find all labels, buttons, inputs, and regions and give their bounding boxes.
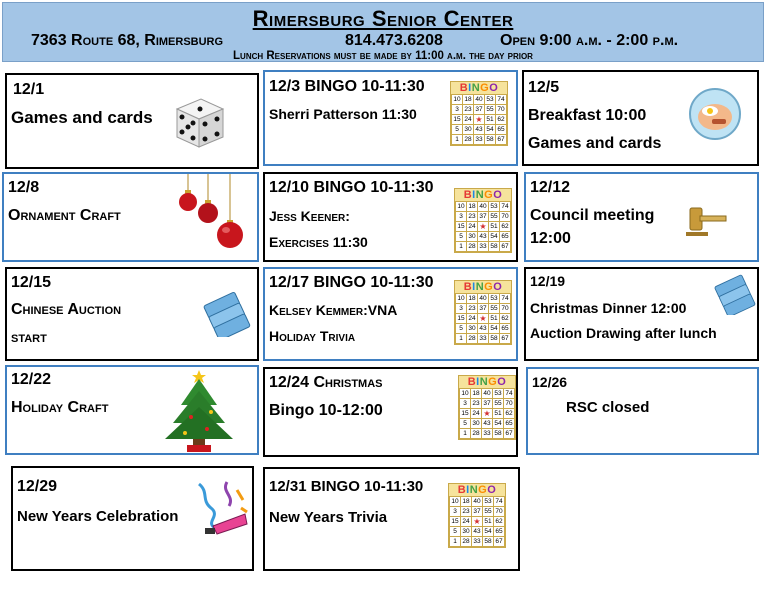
party-horn-icon — [191, 478, 249, 540]
bingo-letter: I — [466, 484, 470, 496]
bingo-number: 5 — [456, 232, 467, 242]
day-cell-12-5 — [522, 70, 759, 166]
bingo-number: 10 — [457, 295, 465, 302]
bingo-number: 3 — [456, 212, 467, 222]
bingo-letter: N — [475, 189, 485, 201]
bingo-number: 18 — [472, 390, 480, 397]
bingo-grid — [451, 94, 507, 145]
bingo-number: 58 — [484, 538, 492, 545]
bingo-card-icon — [450, 81, 508, 146]
bingo-card-icon — [458, 375, 516, 440]
day-event: Christmas Dinner 12:00 — [530, 300, 687, 316]
bingo-number: 37 — [483, 400, 491, 407]
bingo-number: 65 — [501, 325, 509, 332]
day-cell-12-19 — [524, 267, 759, 361]
bingo-letter: G — [480, 82, 490, 94]
tickets-icon — [714, 273, 756, 315]
bingo-number: 54 — [484, 528, 492, 535]
lunch-note: Lunch Reservations must be made by 11:00 a.m. the day prior — [233, 50, 533, 62]
bingo-number: 23 — [468, 213, 476, 220]
bingo-number: 23 — [472, 400, 480, 407]
bingo-grid — [455, 293, 511, 344]
day-cell-12-12 — [524, 172, 759, 262]
day-event-2: Games and cards — [528, 135, 662, 152]
center-title: Rimersburg Senior Center — [252, 6, 514, 31]
bingo-number: ★ — [479, 314, 487, 323]
bingo-number: 62 — [495, 518, 503, 525]
bingo-number: 55 — [484, 508, 492, 515]
bingo-number: 43 — [479, 325, 487, 332]
bingo-number: 28 — [468, 335, 476, 342]
day-event: Sherri Patterson 11:30 — [269, 106, 417, 122]
bingo-number: 43 — [483, 420, 491, 427]
bingo-number: 10 — [457, 203, 465, 210]
day-event: Bingo 10-12:00 — [269, 402, 383, 419]
bingo-number: 58 — [490, 335, 498, 342]
bingo-number: 15 — [461, 410, 469, 417]
bingo-number: 3 — [460, 399, 471, 409]
bingo-number: 10 — [451, 498, 459, 505]
bingo-number: 10 — [461, 390, 469, 397]
bingo-number: 28 — [462, 538, 470, 545]
bingo-number: 1 — [460, 429, 471, 439]
bingo-letter: N — [475, 281, 485, 293]
bingo-word — [455, 281, 511, 293]
bingo-number: 67 — [505, 430, 513, 437]
bingo-letter: I — [472, 189, 476, 201]
bingo-number: 65 — [497, 126, 505, 133]
bingo-number: 5 — [450, 527, 461, 537]
bingo-number: 65 — [505, 420, 513, 427]
tickets-icon — [203, 291, 251, 337]
day-date: 12/29 — [17, 478, 58, 495]
phone: 814.473.6208 — [345, 32, 443, 49]
bingo-number: 3 — [456, 304, 467, 314]
day-cell-12-26 — [526, 367, 759, 455]
header-banner — [2, 2, 764, 62]
bingo-number: 33 — [483, 430, 491, 437]
bingo-letter: N — [471, 82, 481, 94]
bingo-number: 5 — [452, 125, 463, 135]
bingo-number: 43 — [473, 528, 481, 535]
bingo-number: 5 — [456, 324, 467, 334]
bingo-number: 51 — [490, 223, 498, 230]
day-event: New Years Trivia — [269, 509, 388, 526]
bingo-number: 33 — [479, 243, 487, 250]
bingo-number: ★ — [479, 222, 487, 231]
bingo-number: 51 — [490, 315, 498, 322]
day-event: Kelsey Kemmer:VNA — [269, 302, 398, 318]
bingo-number: 1 — [456, 334, 467, 344]
bingo-number: 30 — [468, 233, 476, 240]
day-event: New Years Celebration — [17, 508, 179, 525]
contact-line — [3, 32, 763, 50]
day-event: Chinese Auction — [11, 301, 122, 318]
bingo-number: ★ — [473, 517, 481, 526]
bingo-number: 1 — [456, 242, 467, 252]
day-event: Ornament Craft — [8, 207, 121, 224]
bingo-number: 67 — [501, 243, 509, 250]
bingo-number: 70 — [497, 106, 505, 113]
ornaments-icon — [172, 174, 252, 254]
bingo-number: 62 — [501, 223, 509, 230]
bingo-number: 23 — [462, 508, 470, 515]
bingo-number: 43 — [479, 233, 487, 240]
bingo-number: 54 — [490, 325, 498, 332]
bingo-number: 70 — [505, 400, 513, 407]
bingo-number: 30 — [468, 325, 476, 332]
bingo-grid — [455, 201, 511, 252]
bingo-number: 62 — [501, 315, 509, 322]
bingo-letter: O — [489, 82, 499, 94]
bingo-number: 53 — [486, 96, 494, 103]
bingo-number: 55 — [490, 213, 498, 220]
bingo-number: 74 — [497, 96, 505, 103]
bingo-letter: G — [488, 376, 498, 388]
day-title: 12/31 BINGO 10-11:30 — [269, 478, 424, 495]
bingo-letter: N — [469, 484, 479, 496]
day-cell-12-17 — [263, 267, 518, 361]
bingo-card-icon — [454, 188, 512, 253]
bingo-letter: I — [468, 82, 472, 94]
bingo-number: 54 — [486, 126, 494, 133]
bingo-number: 15 — [453, 116, 461, 123]
day-date: 12/8 — [8, 179, 40, 196]
bingo-number: 18 — [464, 96, 472, 103]
bingo-number: 10 — [453, 96, 461, 103]
bingo-letter: I — [476, 376, 480, 388]
bingo-number: 70 — [501, 213, 509, 220]
bingo-word — [451, 82, 507, 94]
day-event: Jess Keener: — [269, 208, 350, 224]
bingo-number: 65 — [501, 233, 509, 240]
bingo-letter: I — [472, 281, 476, 293]
bingo-number: 74 — [505, 390, 513, 397]
dice-icon — [171, 93, 229, 151]
bingo-word — [459, 376, 515, 388]
bingo-number: 74 — [501, 295, 509, 302]
bingo-number: 15 — [451, 518, 459, 525]
bingo-number: 30 — [464, 126, 472, 133]
day-event-2: Exercises 11:30 — [269, 234, 368, 250]
bingo-letter: G — [484, 281, 494, 293]
bingo-number: 54 — [494, 420, 502, 427]
bingo-number: 24 — [472, 410, 480, 417]
bingo-number: 1 — [450, 537, 461, 547]
day-event: Breakfast 10:00 — [528, 107, 647, 124]
bingo-number: 3 — [450, 507, 461, 517]
bingo-number: 40 — [475, 96, 483, 103]
day-cell-12-10 — [263, 172, 518, 262]
day-cell-12-24 — [263, 367, 518, 457]
bingo-number: 24 — [464, 116, 472, 123]
day-date: 12/1 — [13, 81, 45, 98]
bingo-letter: G — [484, 189, 494, 201]
bingo-number: 62 — [497, 116, 505, 123]
day-event-2: start — [11, 329, 47, 346]
bingo-number: 40 — [479, 203, 487, 210]
hours: Open 9:00 a.m. - 2:00 p.m. — [500, 32, 679, 49]
bingo-card-icon — [454, 280, 512, 345]
bingo-number: 51 — [484, 518, 492, 525]
day-cell-12-8 — [2, 172, 259, 262]
day-title: 12/24 Christmas — [269, 374, 383, 391]
bingo-letter: O — [487, 484, 497, 496]
bingo-number: 1 — [452, 135, 463, 145]
day-date: 12/5 — [528, 79, 560, 96]
bingo-number: 54 — [490, 233, 498, 240]
bingo-letter: N — [479, 376, 489, 388]
bingo-number: 43 — [475, 126, 483, 133]
bingo-number: 37 — [475, 106, 483, 113]
bingo-number: 53 — [494, 390, 502, 397]
bingo-word — [455, 189, 511, 201]
bingo-number: 58 — [486, 136, 494, 143]
day-event-2: Holiday Trivia — [269, 328, 356, 344]
day-event-2: 12:00 — [530, 230, 571, 247]
bingo-number: 15 — [457, 315, 465, 322]
bingo-number: 70 — [495, 508, 503, 515]
bingo-number: 40 — [473, 498, 481, 505]
day-date: 12/12 — [530, 179, 571, 196]
bingo-number: 5 — [460, 419, 471, 429]
bingo-number: 67 — [497, 136, 505, 143]
bingo-number: 24 — [462, 518, 470, 525]
day-title: 12/17 BINGO 10-11:30 — [269, 274, 434, 291]
day-title: 12/3 BINGO 10-11:30 — [269, 78, 425, 95]
bingo-letter: O — [493, 189, 503, 201]
bingo-number: 3 — [452, 105, 463, 115]
bingo-number: 24 — [468, 223, 476, 230]
gavel-icon — [686, 206, 728, 238]
day-date: 12/15 — [11, 274, 52, 291]
bingo-number: 67 — [501, 335, 509, 342]
bingo-number: 67 — [495, 538, 503, 545]
day-event: Council meeting — [530, 207, 655, 224]
day-date: 12/19 — [530, 273, 566, 289]
bingo-number: 33 — [479, 335, 487, 342]
bingo-number: 15 — [457, 223, 465, 230]
bingo-letter: B — [467, 376, 477, 388]
bingo-number: 28 — [468, 243, 476, 250]
bingo-letter: B — [463, 189, 473, 201]
bingo-letter: B — [463, 281, 473, 293]
bingo-number: 18 — [462, 498, 470, 505]
bingo-letter: G — [478, 484, 488, 496]
bingo-letter: B — [459, 82, 469, 94]
bingo-number: 18 — [468, 203, 476, 210]
day-event: Games and cards — [11, 108, 153, 127]
bingo-letter: O — [497, 376, 507, 388]
bingo-number: 74 — [501, 203, 509, 210]
bingo-card-icon — [448, 483, 506, 548]
bingo-number: 28 — [472, 430, 480, 437]
address: 7363 Route 68, Rimersburg — [31, 32, 224, 49]
bingo-number: 53 — [490, 295, 498, 302]
bingo-word — [449, 484, 505, 496]
bingo-number: ★ — [483, 409, 491, 418]
bingo-grid — [449, 496, 505, 547]
christmas-tree-icon — [161, 367, 237, 453]
breakfast-plate-icon — [688, 87, 742, 141]
day-event: Holiday Craft — [11, 399, 109, 416]
bingo-number: 37 — [473, 508, 481, 515]
bingo-number: 53 — [484, 498, 492, 505]
bingo-number: 58 — [490, 243, 498, 250]
day-cell-12-15 — [5, 267, 259, 361]
bingo-number: 23 — [464, 106, 472, 113]
bingo-number: 51 — [486, 116, 494, 123]
day-event-2: Auction Drawing after lunch — [530, 325, 717, 341]
bingo-number: 53 — [490, 203, 498, 210]
bingo-number: 30 — [472, 420, 480, 427]
bingo-number: 28 — [464, 136, 472, 143]
bingo-number: 40 — [479, 295, 487, 302]
bingo-number: 74 — [495, 498, 503, 505]
day-cell-12-22 — [5, 365, 259, 455]
bingo-number: 58 — [494, 430, 502, 437]
bingo-number: 18 — [468, 295, 476, 302]
bingo-number: 33 — [475, 136, 483, 143]
bingo-number: ★ — [475, 115, 483, 124]
day-event: RSC closed — [566, 399, 650, 416]
bingo-letter: O — [493, 281, 503, 293]
day-cell-12-3 — [263, 70, 518, 166]
bingo-number: 24 — [468, 315, 476, 322]
day-cell-12-1 — [5, 73, 259, 169]
bingo-grid — [459, 388, 515, 439]
bingo-letter: B — [457, 484, 467, 496]
bingo-number: 55 — [490, 305, 498, 312]
bingo-number: 62 — [505, 410, 513, 417]
day-date: 12/22 — [11, 371, 52, 388]
bingo-number: 55 — [494, 400, 502, 407]
bingo-number: 37 — [479, 305, 487, 312]
bingo-number: 55 — [486, 106, 494, 113]
bingo-number: 40 — [483, 390, 491, 397]
bingo-number: 65 — [495, 528, 503, 535]
bingo-number: 33 — [473, 538, 481, 545]
day-cell-12-31 — [263, 467, 520, 571]
day-title: 12/10 BINGO 10-11:30 — [269, 179, 434, 196]
day-cell-12-29 — [11, 466, 254, 571]
day-date: 12/26 — [532, 374, 568, 390]
bingo-number: 23 — [468, 305, 476, 312]
bingo-number: 30 — [462, 528, 470, 535]
bingo-number: 37 — [479, 213, 487, 220]
bingo-number: 51 — [494, 410, 502, 417]
bingo-number: 70 — [501, 305, 509, 312]
